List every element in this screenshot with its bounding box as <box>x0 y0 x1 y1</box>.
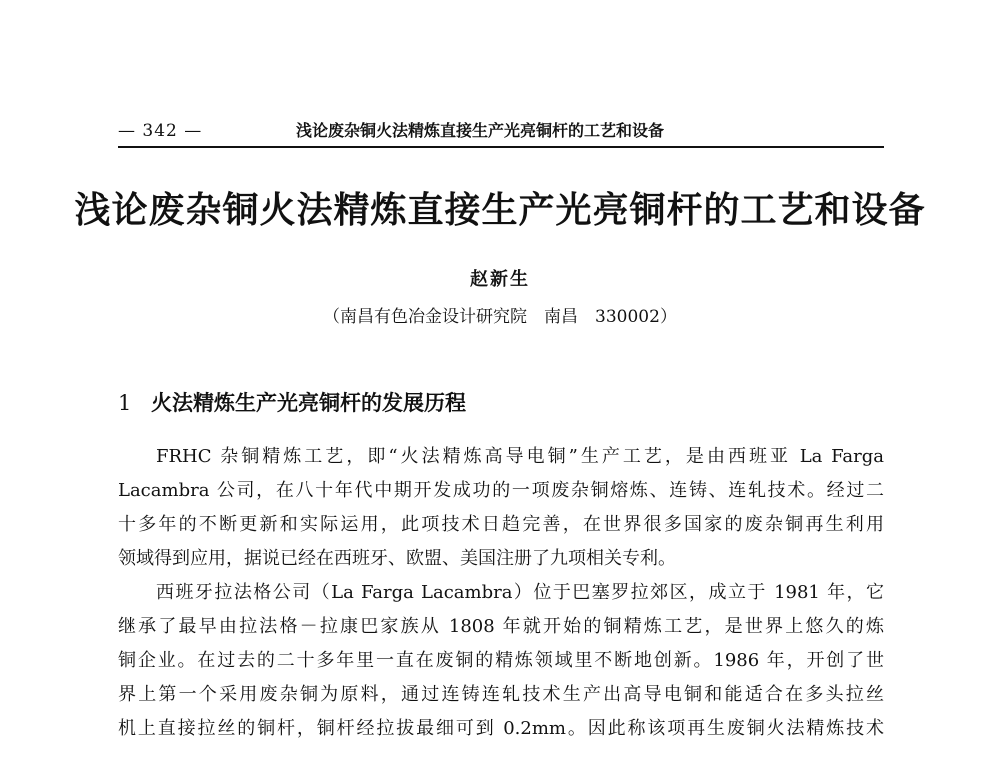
section-heading <box>118 388 466 418</box>
paragraph-line: 西班牙拉法格公司（La Farga Lacambra）位于巴塞罗拉郊区，成立于 1981 年，它 <box>156 582 884 603</box>
running-header <box>118 120 884 148</box>
paragraph-line: 界上第一个采用废杂铜为原料，通过连铸连轧技术生产出高导电铜和能适合在多头拉丝 <box>118 684 884 705</box>
paragraph-line: 十多年的不断更新和实际运用，此项技术日趋完善，在世界很多国家的废杂铜再生利用 <box>118 514 884 535</box>
page-number: — 342 — <box>118 121 203 141</box>
paragraph-line: FRHC 杂铜精炼工艺，即“火法精炼高导电铜”生产工艺，是由西班亚 La Farga <box>156 446 884 467</box>
section-number: 1 <box>118 391 132 415</box>
running-title: 浅论废杂铜火法精炼直接生产光亮铜杆的工艺和设备 <box>296 121 665 140</box>
paragraph-line: 铜企业。在过去的二十多年里一直在废铜的精炼领域里不断地创新。1986 年，开创了世 <box>118 650 884 671</box>
article-title: 浅论废杂铜火法精炼直接生产光亮铜杆的工艺和设备 <box>74 189 926 231</box>
paragraph-line: 机上直接拉丝的铜杆，铜杆经拉拔最细可到 0.2mm。因此称该项再生废铜火法精炼技术 <box>118 718 884 739</box>
author-affiliation: （南昌有色冶金设计研究院 南昌 330002） <box>323 307 677 327</box>
paragraph-line: Lacambra 公司，在八十年代中期开发成功的一项废杂铜熔炼、连铸、连轧技术。经过二 <box>118 480 884 501</box>
section-title: 火法精炼生产光亮铜杆的发展历程 <box>151 390 466 415</box>
paragraph-line: 继承了最早由拉法格－拉康巴家族从 1808 年就开始的铜精炼工艺，是世界上悠久的炼 <box>118 616 884 637</box>
author-name: 赵新生 <box>470 269 530 290</box>
paragraph-2 <box>118 576 884 746</box>
paragraph-1 <box>118 440 884 576</box>
paragraph-line: 领域得到应用，据说已经在西班牙、欧盟、美国注册了九项相关专利。 <box>118 548 676 569</box>
